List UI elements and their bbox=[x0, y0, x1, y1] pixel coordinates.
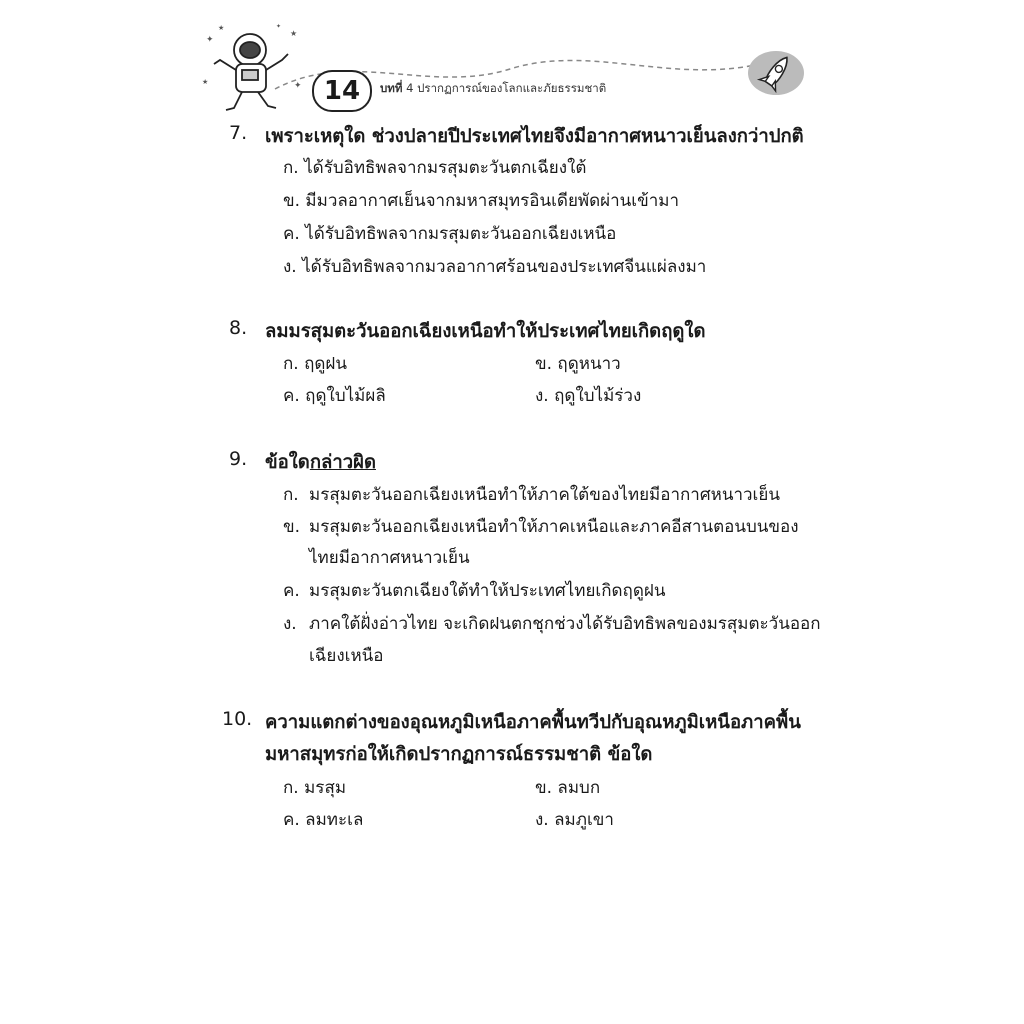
svg-text:✦: ✦ bbox=[276, 23, 282, 30]
option-b: ข. ลมบก bbox=[535, 778, 601, 798]
question-number: 7. bbox=[229, 122, 248, 144]
option-d-letter: ง. bbox=[283, 614, 297, 634]
option-c: ค. ได้รับอิทธิพลจากมรสุมตะวันออกเฉียงเหนือ bbox=[283, 224, 617, 244]
question-text: ลมมรสุมตะวันออกเฉียงเหนือทำให้ประเทศไทยเกิดฤดูใด bbox=[265, 321, 706, 342]
rocket-icon bbox=[745, 48, 807, 98]
svg-text:✦: ✦ bbox=[206, 35, 214, 45]
option-c: ค. ลมทะเล bbox=[283, 810, 364, 830]
option-b-text: มรสุมตะวันออกเฉียงเหนือทำให้ภาคเหนือและภาคอีสานตอนบนของ bbox=[309, 517, 799, 537]
svg-text:✦: ✦ bbox=[294, 81, 302, 91]
chapter-number: 4 bbox=[406, 81, 414, 95]
question-text: ความแตกต่างของอุณหภูมิเหนือภาคพื้นทวีปกับอุณหภูมิเหนือภาคพื้น bbox=[265, 712, 801, 733]
question-number: 8. bbox=[229, 317, 248, 339]
option-d: ง. ฤดูใบไม้ร่วง bbox=[535, 386, 642, 406]
question-number: 10. bbox=[222, 708, 253, 730]
chapter-label: บทที่ bbox=[380, 81, 403, 95]
option-c: ค. ฤดูใบไม้ผลิ bbox=[283, 386, 386, 406]
option-d: ง. ลมภูเขา bbox=[535, 810, 614, 830]
option-d: ง. ได้รับอิทธิพลจากมวลอากาศร้อนของประเทศจีนแผ่ลงมา bbox=[283, 257, 707, 277]
option-a-text: มรสุมตะวันออกเฉียงเหนือทำให้ภาคใต้ของไทยมีอากาศหนาวเย็น bbox=[309, 485, 780, 505]
option-c-letter: ค. bbox=[283, 581, 300, 601]
question-text: เพราะเหตุใด ช่วงปลายปีประเทศไทยจึงมีอากาศหนาวเย็นลงกว่าปกติ bbox=[265, 126, 804, 147]
option-b: ข. ฤดูหนาว bbox=[535, 354, 621, 374]
question-number: 9. bbox=[229, 448, 248, 470]
question-text-cont: มหาสมุทรก่อให้เกิดปรากฏการณ์ธรรมชาติ ข้อใด bbox=[265, 744, 653, 765]
chapter-title: ปรากฏการณ์ของโลกและภัยธรรมชาติ bbox=[417, 81, 607, 95]
question-text bbox=[265, 448, 376, 477]
option-a: ก. ฤดูฝน bbox=[283, 354, 348, 374]
question-text-emphasis: กล่าวผิด bbox=[309, 452, 376, 473]
option-a: ก. มรสุม bbox=[283, 778, 347, 798]
page-number: 14 bbox=[312, 70, 372, 112]
astronaut-icon bbox=[198, 22, 308, 117]
option-a-letter: ก. bbox=[283, 485, 299, 505]
svg-text:★: ★ bbox=[202, 78, 209, 86]
svg-text:★: ★ bbox=[218, 24, 225, 32]
svg-text:★: ★ bbox=[290, 29, 298, 38]
chapter-heading bbox=[380, 80, 606, 98]
option-b: ข. มีมวลอากาศเย็นจากมหาสมุทรอินเดียพัดผ่านเข้ามา bbox=[283, 191, 680, 211]
option-b-letter: ข. bbox=[283, 517, 301, 537]
option-a: ก. ได้รับอิทธิพลจากมรสุมตะวันตกเฉียงใต้ bbox=[283, 158, 587, 178]
option-c-text: มรสุมตะวันตกเฉียงใต้ทำให้ประเทศไทยเกิดฤดูฝน bbox=[309, 581, 666, 601]
option-b-text-cont: ไทยมีอากาศหนาวเย็น bbox=[309, 548, 470, 568]
question-text-prefix: ข้อใด bbox=[265, 452, 310, 473]
option-d-text-cont: เฉียงเหนือ bbox=[309, 646, 384, 666]
option-d-text: ภาคใต้ฝั่งอ่าวไทย จะเกิดฝนตกชุกช่วงได้รับอิทธิพลของมรสุมตะวันออก bbox=[309, 614, 821, 634]
